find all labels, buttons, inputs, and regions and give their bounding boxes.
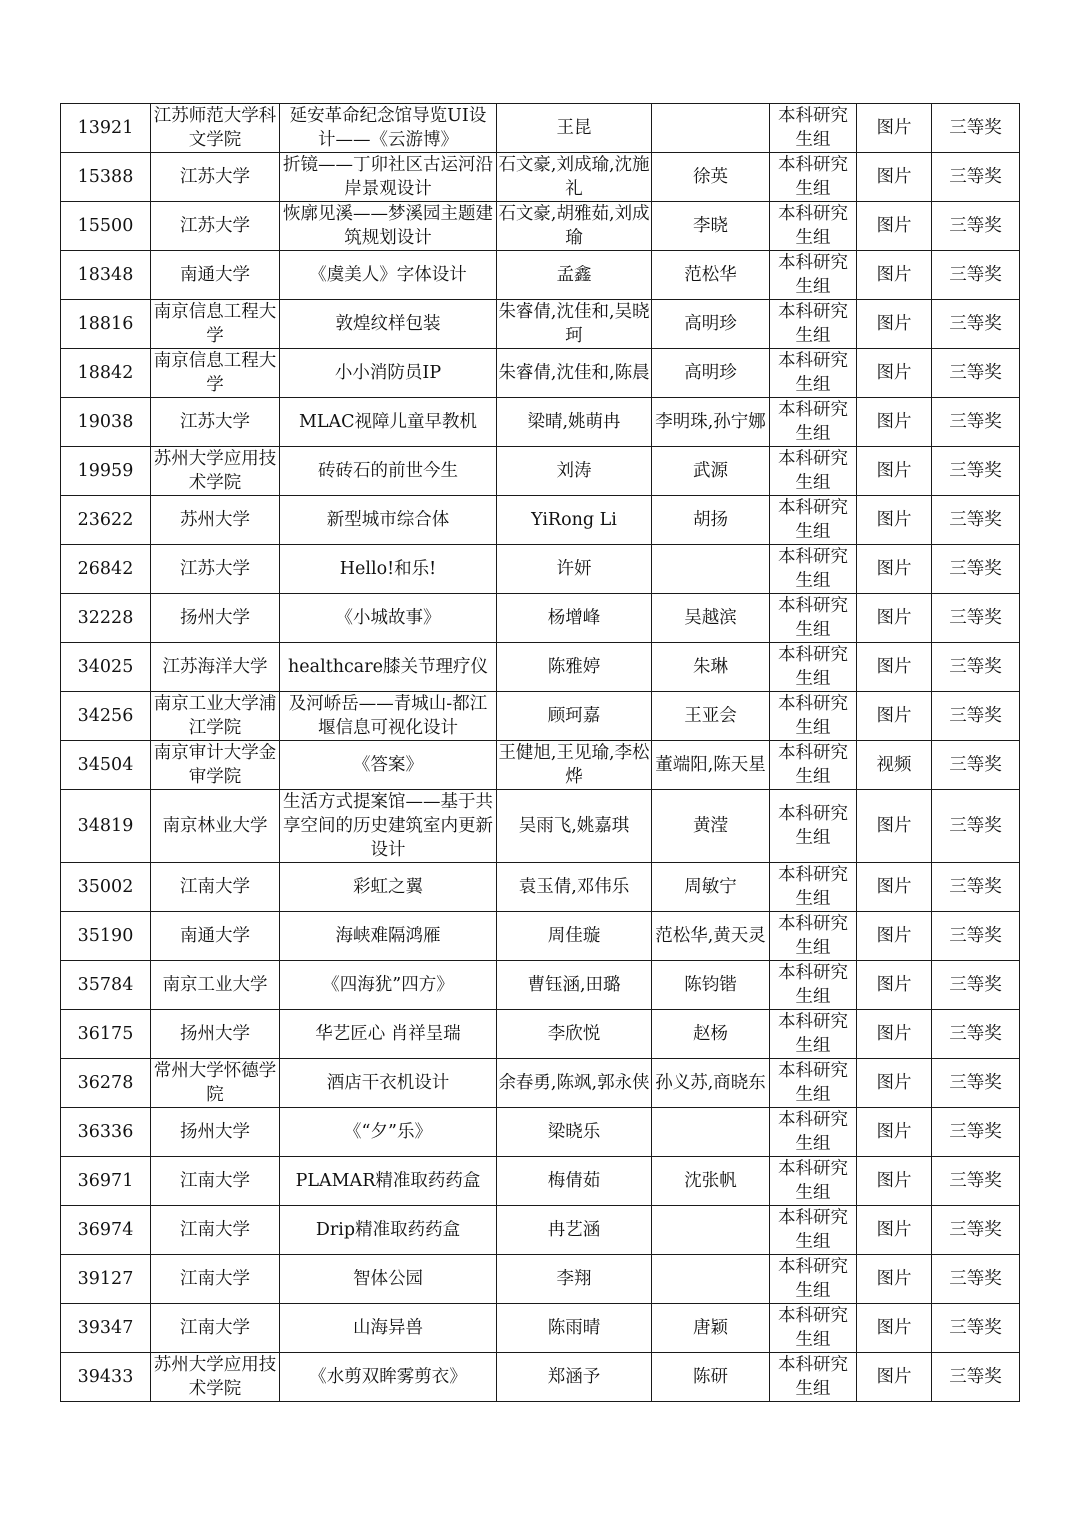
entry-id-cell: 35002 [61, 863, 151, 912]
work-type-cell: 图片 [857, 1304, 932, 1353]
advisor-cell: 朱琳 [652, 643, 770, 692]
entry-id-cell: 19038 [61, 398, 151, 447]
entry-id-cell: 15388 [61, 153, 151, 202]
authors-cell: 余春勇,陈飒,郭永侠 [497, 1059, 652, 1108]
table-row [61, 300, 1020, 349]
work-type-cell: 图片 [857, 594, 932, 643]
work-title-cell: 及河峤岳——青城山-都江堰信息可视化设计 [280, 692, 497, 741]
work-type-cell: 视频 [857, 741, 932, 790]
entry-id-cell: 36278 [61, 1059, 151, 1108]
entry-id-cell: 18842 [61, 349, 151, 398]
group-cell: 本科研究生组 [770, 202, 857, 251]
awards-table-body [61, 104, 1020, 1402]
group-cell: 本科研究生组 [770, 153, 857, 202]
work-type-cell: 图片 [857, 104, 932, 153]
school-cell: 江苏大学 [151, 202, 280, 251]
work-title-cell: Hello!和乐! [280, 545, 497, 594]
advisor-cell: 范松华 [652, 251, 770, 300]
table-row [61, 1059, 1020, 1108]
group-cell: 本科研究生组 [770, 790, 857, 863]
work-type-cell: 图片 [857, 692, 932, 741]
advisor-cell [652, 1206, 770, 1255]
authors-cell: YiRong Li [497, 496, 652, 545]
table-row [61, 251, 1020, 300]
award-cell: 三等奖 [932, 863, 1020, 912]
school-cell: 南通大学 [151, 251, 280, 300]
group-cell: 本科研究生组 [770, 1353, 857, 1402]
table-row [61, 1304, 1020, 1353]
authors-cell: 朱睿倩,沈佳和,陈晨 [497, 349, 652, 398]
advisor-cell: 孙义苏,商晓东 [652, 1059, 770, 1108]
group-cell: 本科研究生组 [770, 251, 857, 300]
award-cell: 三等奖 [932, 741, 1020, 790]
award-cell: 三等奖 [932, 1059, 1020, 1108]
work-type-cell: 图片 [857, 153, 932, 202]
table-row [61, 1108, 1020, 1157]
authors-cell: 李翔 [497, 1255, 652, 1304]
work-type-cell: 图片 [857, 1010, 932, 1059]
group-cell: 本科研究生组 [770, 643, 857, 692]
group-cell: 本科研究生组 [770, 594, 857, 643]
award-cell: 三等奖 [932, 1157, 1020, 1206]
award-cell: 三等奖 [932, 1108, 1020, 1157]
school-cell: 南通大学 [151, 912, 280, 961]
entry-id-cell: 18816 [61, 300, 151, 349]
advisor-cell: 沈张帆 [652, 1157, 770, 1206]
authors-cell: 周佳璇 [497, 912, 652, 961]
work-title-cell: 酒店干衣机设计 [280, 1059, 497, 1108]
entry-id-cell: 26842 [61, 545, 151, 594]
entry-id-cell: 15500 [61, 202, 151, 251]
work-title-cell: healthcare膝关节理疗仪 [280, 643, 497, 692]
table-row [61, 961, 1020, 1010]
work-type-cell: 图片 [857, 300, 932, 349]
award-cell: 三等奖 [932, 545, 1020, 594]
authors-cell: 梁晴,姚萌冉 [497, 398, 652, 447]
table-row [61, 545, 1020, 594]
work-type-cell: 图片 [857, 961, 932, 1010]
advisor-cell [652, 1255, 770, 1304]
entry-id-cell: 36336 [61, 1108, 151, 1157]
table-row [61, 1010, 1020, 1059]
work-type-cell: 图片 [857, 643, 932, 692]
group-cell: 本科研究生组 [770, 1206, 857, 1255]
school-cell: 江南大学 [151, 1255, 280, 1304]
authors-cell: 朱睿倩,沈佳和,吴晓珂 [497, 300, 652, 349]
authors-cell: 吴雨飞,姚嘉琪 [497, 790, 652, 863]
group-cell: 本科研究生组 [770, 1108, 857, 1157]
school-cell: 南京信息工程大学 [151, 349, 280, 398]
school-cell: 江苏大学 [151, 545, 280, 594]
advisor-cell: 高明珍 [652, 349, 770, 398]
work-type-cell: 图片 [857, 447, 932, 496]
work-title-cell: 小小消防员IP [280, 349, 497, 398]
advisor-cell: 董端阳,陈天星 [652, 741, 770, 790]
work-title-cell: MLAC视障儿童早教机 [280, 398, 497, 447]
table-row [61, 349, 1020, 398]
group-cell: 本科研究生组 [770, 104, 857, 153]
advisor-cell: 黄滢 [652, 790, 770, 863]
school-cell: 江苏大学 [151, 398, 280, 447]
advisor-cell: 吴越滨 [652, 594, 770, 643]
work-title-cell: 华艺匠心 肖祥呈瑞 [280, 1010, 497, 1059]
work-title-cell: 《虞美人》字体设计 [280, 251, 497, 300]
school-cell: 南京信息工程大学 [151, 300, 280, 349]
school-cell: 南京工业大学 [151, 961, 280, 1010]
group-cell: 本科研究生组 [770, 863, 857, 912]
school-cell: 江南大学 [151, 1157, 280, 1206]
table-row [61, 153, 1020, 202]
award-cell: 三等奖 [932, 496, 1020, 545]
entry-id-cell: 36974 [61, 1206, 151, 1255]
award-cell: 三等奖 [932, 349, 1020, 398]
school-cell: 扬州大学 [151, 594, 280, 643]
award-cell: 三等奖 [932, 300, 1020, 349]
group-cell: 本科研究生组 [770, 1304, 857, 1353]
work-type-cell: 图片 [857, 202, 932, 251]
advisor-cell: 陈研 [652, 1353, 770, 1402]
work-title-cell: Drip精准取药药盒 [280, 1206, 497, 1255]
group-cell: 本科研究生组 [770, 496, 857, 545]
award-cell: 三等奖 [932, 1206, 1020, 1255]
advisor-cell: 高明珍 [652, 300, 770, 349]
work-type-cell: 图片 [857, 349, 932, 398]
advisor-cell: 武源 [652, 447, 770, 496]
award-cell: 三等奖 [932, 594, 1020, 643]
authors-cell: 冉艺涵 [497, 1206, 652, 1255]
table-row [61, 202, 1020, 251]
authors-cell: 孟鑫 [497, 251, 652, 300]
work-title-cell: 《小城故事》 [280, 594, 497, 643]
advisor-cell: 王亚会 [652, 692, 770, 741]
work-title-cell: 智体公园 [280, 1255, 497, 1304]
advisor-cell: 徐英 [652, 153, 770, 202]
authors-cell: 许妍 [497, 545, 652, 594]
award-cell: 三等奖 [932, 692, 1020, 741]
work-title-cell: 《“夕”乐》 [280, 1108, 497, 1157]
school-cell: 苏州大学应用技术学院 [151, 1353, 280, 1402]
authors-cell: 石文豪,胡雅茹,刘成瑜 [497, 202, 652, 251]
award-cell: 三等奖 [932, 961, 1020, 1010]
authors-cell: 陈雅婷 [497, 643, 652, 692]
entry-id-cell: 39127 [61, 1255, 151, 1304]
group-cell: 本科研究生组 [770, 1255, 857, 1304]
advisor-cell [652, 545, 770, 594]
authors-cell: 石文豪,刘成瑜,沈施礼 [497, 153, 652, 202]
school-cell: 江苏海洋大学 [151, 643, 280, 692]
work-title-cell: 山海异兽 [280, 1304, 497, 1353]
award-cell: 三等奖 [932, 1304, 1020, 1353]
work-title-cell: 彩虹之翼 [280, 863, 497, 912]
table-row [61, 594, 1020, 643]
award-cell: 三等奖 [932, 153, 1020, 202]
entry-id-cell: 36175 [61, 1010, 151, 1059]
work-type-cell: 图片 [857, 1353, 932, 1402]
entry-id-cell: 13921 [61, 104, 151, 153]
group-cell: 本科研究生组 [770, 1157, 857, 1206]
group-cell: 本科研究生组 [770, 300, 857, 349]
work-type-cell: 图片 [857, 863, 932, 912]
authors-cell: 王健旭,王见瑜,李松烨 [497, 741, 652, 790]
school-cell: 江南大学 [151, 1206, 280, 1255]
table-row [61, 912, 1020, 961]
table-row [61, 1206, 1020, 1255]
school-cell: 江南大学 [151, 863, 280, 912]
work-title-cell: 《答案》 [280, 741, 497, 790]
work-title-cell: 折镜——丁卯社区古运河沿岸景观设计 [280, 153, 497, 202]
advisor-cell: 李晓 [652, 202, 770, 251]
work-type-cell: 图片 [857, 1059, 932, 1108]
group-cell: 本科研究生组 [770, 961, 857, 1010]
authors-cell: 杨增峰 [497, 594, 652, 643]
entry-id-cell: 39433 [61, 1353, 151, 1402]
school-cell: 南京工业大学浦江学院 [151, 692, 280, 741]
authors-cell: 刘涛 [497, 447, 652, 496]
entry-id-cell: 34256 [61, 692, 151, 741]
entry-id-cell: 34819 [61, 790, 151, 863]
group-cell: 本科研究生组 [770, 1010, 857, 1059]
work-title-cell: 《四海犹”四方》 [280, 961, 497, 1010]
work-type-cell: 图片 [857, 398, 932, 447]
work-title-cell: 延安革命纪念馆导览UI设计——《云游博》 [280, 104, 497, 153]
work-type-cell: 图片 [857, 912, 932, 961]
advisor-cell: 陈钧锴 [652, 961, 770, 1010]
entry-id-cell: 35784 [61, 961, 151, 1010]
entry-id-cell: 23622 [61, 496, 151, 545]
group-cell: 本科研究生组 [770, 741, 857, 790]
advisor-cell: 胡扬 [652, 496, 770, 545]
award-cell: 三等奖 [932, 790, 1020, 863]
work-type-cell: 图片 [857, 496, 932, 545]
work-title-cell: 砖砖石的前世今生 [280, 447, 497, 496]
school-cell: 江苏大学 [151, 153, 280, 202]
table-row [61, 790, 1020, 863]
authors-cell: 陈雨晴 [497, 1304, 652, 1353]
table-row [61, 643, 1020, 692]
table-row [61, 496, 1020, 545]
table-row [61, 863, 1020, 912]
table-row [61, 1353, 1020, 1402]
entry-id-cell: 18348 [61, 251, 151, 300]
work-title-cell: PLAMAR精准取药药盒 [280, 1157, 497, 1206]
school-cell: 南京林业大学 [151, 790, 280, 863]
advisor-cell: 唐颖 [652, 1304, 770, 1353]
work-type-cell: 图片 [857, 1206, 932, 1255]
group-cell: 本科研究生组 [770, 545, 857, 594]
work-title-cell: 海峡难隔鸿雁 [280, 912, 497, 961]
advisor-cell [652, 104, 770, 153]
table-row [61, 104, 1020, 153]
entry-id-cell: 34504 [61, 741, 151, 790]
work-type-cell: 图片 [857, 545, 932, 594]
work-title-cell: 恢廓见溪——梦溪园主题建筑规划设计 [280, 202, 497, 251]
school-cell: 苏州大学应用技术学院 [151, 447, 280, 496]
advisor-cell: 李明珠,孙宁娜 [652, 398, 770, 447]
group-cell: 本科研究生组 [770, 447, 857, 496]
work-type-cell: 图片 [857, 1255, 932, 1304]
work-type-cell: 图片 [857, 251, 932, 300]
authors-cell: 顾珂嘉 [497, 692, 652, 741]
work-type-cell: 图片 [857, 1157, 932, 1206]
table-row [61, 1157, 1020, 1206]
award-cell: 三等奖 [932, 643, 1020, 692]
table-row [61, 692, 1020, 741]
entry-id-cell: 34025 [61, 643, 151, 692]
authors-cell: 李欣悦 [497, 1010, 652, 1059]
authors-cell: 王昆 [497, 104, 652, 153]
school-cell: 江南大学 [151, 1304, 280, 1353]
award-cell: 三等奖 [932, 912, 1020, 961]
school-cell: 扬州大学 [151, 1108, 280, 1157]
entry-id-cell: 35190 [61, 912, 151, 961]
work-title-cell: 新型城市综合体 [280, 496, 497, 545]
award-cell: 三等奖 [932, 1010, 1020, 1059]
work-title-cell: 敦煌纹样包装 [280, 300, 497, 349]
school-cell: 常州大学怀德学院 [151, 1059, 280, 1108]
entry-id-cell: 32228 [61, 594, 151, 643]
entry-id-cell: 39347 [61, 1304, 151, 1353]
authors-cell: 袁玉倩,邓伟乐 [497, 863, 652, 912]
authors-cell: 曹钰涵,田璐 [497, 961, 652, 1010]
group-cell: 本科研究生组 [770, 398, 857, 447]
award-cell: 三等奖 [932, 251, 1020, 300]
school-cell: 扬州大学 [151, 1010, 280, 1059]
school-cell: 苏州大学 [151, 496, 280, 545]
work-title-cell: 《水剪双眸雾剪衣》 [280, 1353, 497, 1402]
group-cell: 本科研究生组 [770, 912, 857, 961]
table-row [61, 1255, 1020, 1304]
group-cell: 本科研究生组 [770, 349, 857, 398]
award-cell: 三等奖 [932, 202, 1020, 251]
advisor-cell: 赵杨 [652, 1010, 770, 1059]
advisor-cell: 周敏宁 [652, 863, 770, 912]
work-title-cell: 生活方式提案馆——基于共享空间的历史建筑室内更新设计 [280, 790, 497, 863]
table-row [61, 398, 1020, 447]
group-cell: 本科研究生组 [770, 692, 857, 741]
advisor-cell [652, 1108, 770, 1157]
advisor-cell: 范松华,黄天灵 [652, 912, 770, 961]
award-cell: 三等奖 [932, 1255, 1020, 1304]
award-cell: 三等奖 [932, 1353, 1020, 1402]
authors-cell: 郑涵予 [497, 1353, 652, 1402]
entry-id-cell: 19959 [61, 447, 151, 496]
work-type-cell: 图片 [857, 1108, 932, 1157]
authors-cell: 梅倩茹 [497, 1157, 652, 1206]
authors-cell: 梁晓乐 [497, 1108, 652, 1157]
table-row [61, 447, 1020, 496]
table-row [61, 741, 1020, 790]
award-cell: 三等奖 [932, 447, 1020, 496]
awards-table [60, 103, 1020, 1402]
award-cell: 三等奖 [932, 398, 1020, 447]
work-type-cell: 图片 [857, 790, 932, 863]
group-cell: 本科研究生组 [770, 1059, 857, 1108]
entry-id-cell: 36971 [61, 1157, 151, 1206]
school-cell: 江苏师范大学科文学院 [151, 104, 280, 153]
school-cell: 南京审计大学金审学院 [151, 741, 280, 790]
award-cell: 三等奖 [932, 104, 1020, 153]
